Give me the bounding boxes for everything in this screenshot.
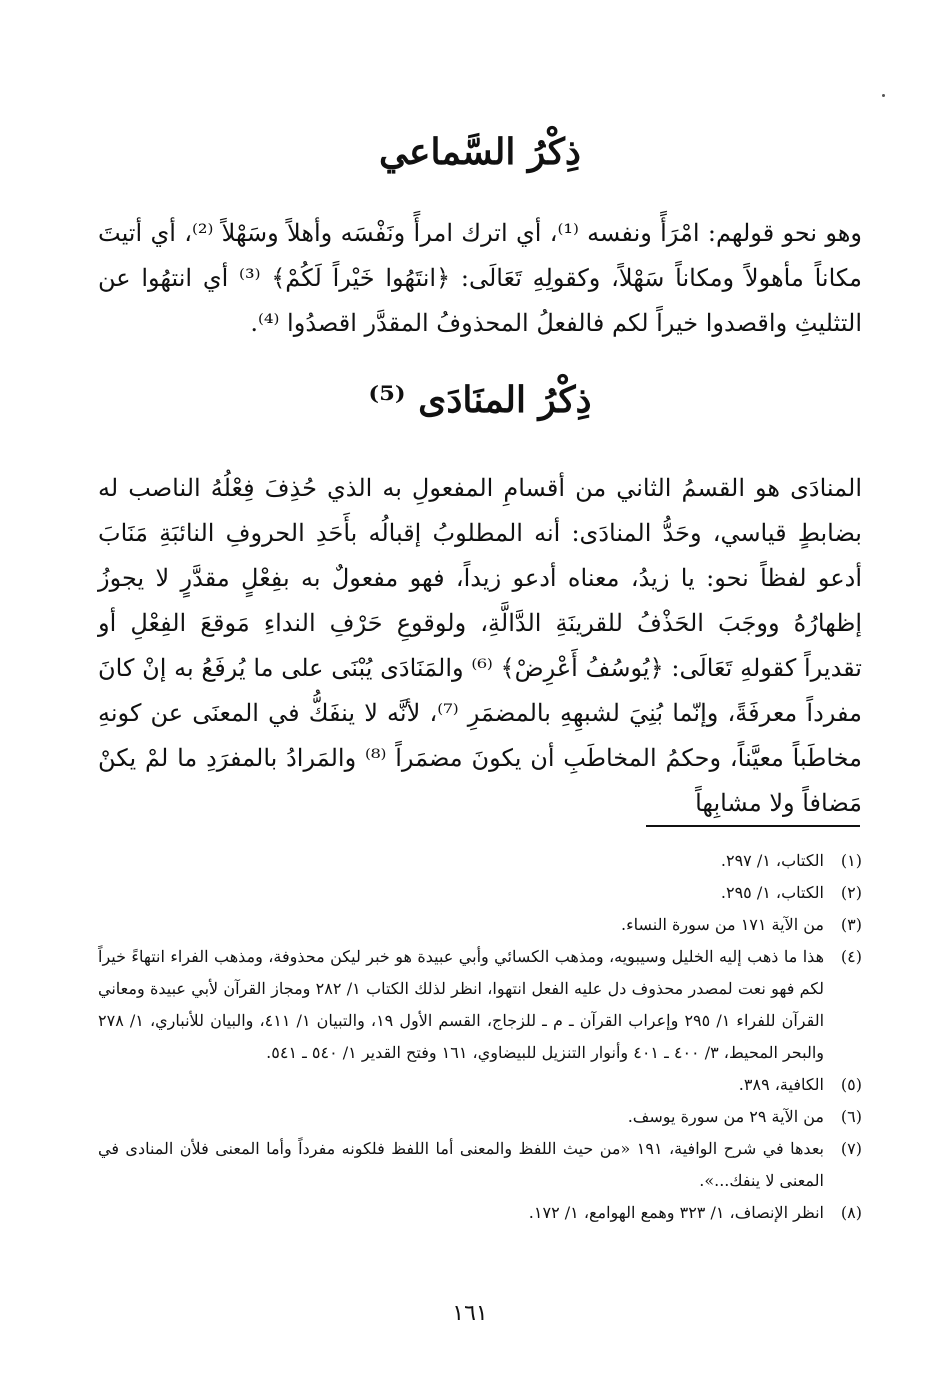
- footnote-number: (٨): [840, 1203, 862, 1222]
- footnote-text: الكافية، ٣٨٩.: [738, 1075, 824, 1094]
- page-number: ١٦١: [452, 1301, 488, 1326]
- footnote-number: (٧): [840, 1139, 862, 1158]
- speck: [882, 94, 885, 97]
- footnote-text: الكتاب، ١/ ٢٩٥.: [720, 883, 824, 902]
- footnote-number: (١): [840, 851, 862, 870]
- footnote: [98, 1197, 862, 1229]
- footnote: [98, 1133, 862, 1197]
- paragraph-munada: المنادَى هو القسمُ الثاني من أقسامِ المفعولِ به الذي حُذِفَ فِعْلُهُ الناصب له بضابطٍ قياسي، وحَدُّ المنادَى: أنه المطلوبُ إقبالُه بأَحَدِ الحروفِ النائبَةِ مَنَابَ أدعو لفظاً نحو: يا زيدُ، معناه أدعو زيداً، فهو مفعولٌ به بفِعْلٍ مقدَّرٍ لا يجوزُ إظهارُهُ ووجَبَ الحَذْفُ للقرينَةِ الدَّالَّةِ، ولوقوعِ حَرْفِ النداءِ مَوقعَ الفِعْلِ أو تقديراً كقولهِ تَعَالَى: ﴿يُوسُفُ أَعْرِضْ﴾ ⁽⁶⁾ والمَنَادَى يُبْنَى على ما يُرفَعُ به إنْ كانَ مفرداً معرفَةً، وإنّما بُنِيَ لشبهِهِ بالمضمَرِ ⁽⁷⁾، لأنَّه لا ينفَكُّ في المعنَى عن كونهِ مخاطَباً معيَّناً، وحكمُ المخاطَبِ أن يكونَ مضمَراً ⁽⁸⁾ والمَرادُ بالمفرَدِ ما لمْ يكنْ مَضافاً ولا مشابِهاً: [98, 474, 863, 817]
- footnote: [98, 941, 862, 1069]
- footnote: [98, 1069, 862, 1101]
- footnote-text: من الآية ١٧١ من سورة النساء.: [620, 915, 824, 934]
- footnote-number: (٥): [840, 1075, 862, 1094]
- footnote-divider: [646, 825, 860, 827]
- section-heading-samai: ذِكْرُ السَّماعي: [379, 131, 581, 173]
- footnote-text: من الآية ٢٩ من سورة يوسف.: [627, 1107, 824, 1126]
- footnote-number: (٤): [840, 947, 862, 966]
- footnote: [98, 1101, 862, 1133]
- footnote-number: (٣): [840, 915, 862, 934]
- paragraph-samai: وهو نحو قولهم: امْرَأً ونفسه ⁽¹⁾، أي اترك امرأً ونَفْسَه وأهلاً وسَهْلاً ⁽²⁾، أي أتيتَ مكاناً مأهولاً ومكاناً سَهْلاً، وكقولِهِ تَعَالَى: ﴿انتَهُوا خَيْراً لَكُمْ﴾ ⁽³⁾ أي انتهُوا عن التثليثِ واقصدوا خيراً لكم فالفعلُ المحذوفُ المقدَّر اقصدُوا ⁽⁴⁾.: [98, 219, 862, 337]
- footnote-number: (٢): [840, 883, 862, 902]
- footnote: [98, 909, 862, 941]
- footnote: [98, 845, 862, 877]
- footnote-text: انظر الإنصاف، ١/ ٣٢٣ وهمع الهوامع، ١/ ١٧٢.: [528, 1203, 824, 1222]
- footnotes: [98, 845, 862, 1229]
- footnote: [98, 877, 862, 909]
- footnote-text: بعدها في شرح الوافية، ١٩١ «من حيث اللفظ والمعنى أما اللفظ فلكونه مفرداً وأما المعنى فلأن المنادى في المعنى لا ينفك...».: [98, 1139, 825, 1190]
- section-heading-munada: ذِكْرُ المنَادَى ⁽⁵⁾: [368, 379, 592, 421]
- footnote-number: (٦): [840, 1107, 862, 1126]
- footnote-text: هذا ما ذهب إليه الخليل وسيبويه، ومذهب الكسائي وأبي عبيدة هو خبر ليكن محذوفة، ومذهب الفراء انتهاءً خيراً لكم فهو نعت لمصدر محذوف دل عليه الفعل انتهوا، انظر لذلك الكتاب ١/ ٢٨٢ ومجاز القرآن لأبي عبيدة ومعاني القرآن للفراء ١/ ٢٩٥ وإعراب القرآن ـ م ـ للزجاج، القسم الأول ١٩، والتبيان ١/ ٤١١، والبيان للأنباري، ١/ ٢٧٨ والبحر المحيط، ٣/ ٤٠٠ ـ ٤٠١ وأنوار التنزيل للبيضاوي، ١٦١ وفتح القدير ١/ ٥٤٠ ـ ٥٤١.: [98, 947, 825, 1062]
- footnote-text: الكتاب، ١/ ٢٩٧.: [720, 851, 824, 870]
